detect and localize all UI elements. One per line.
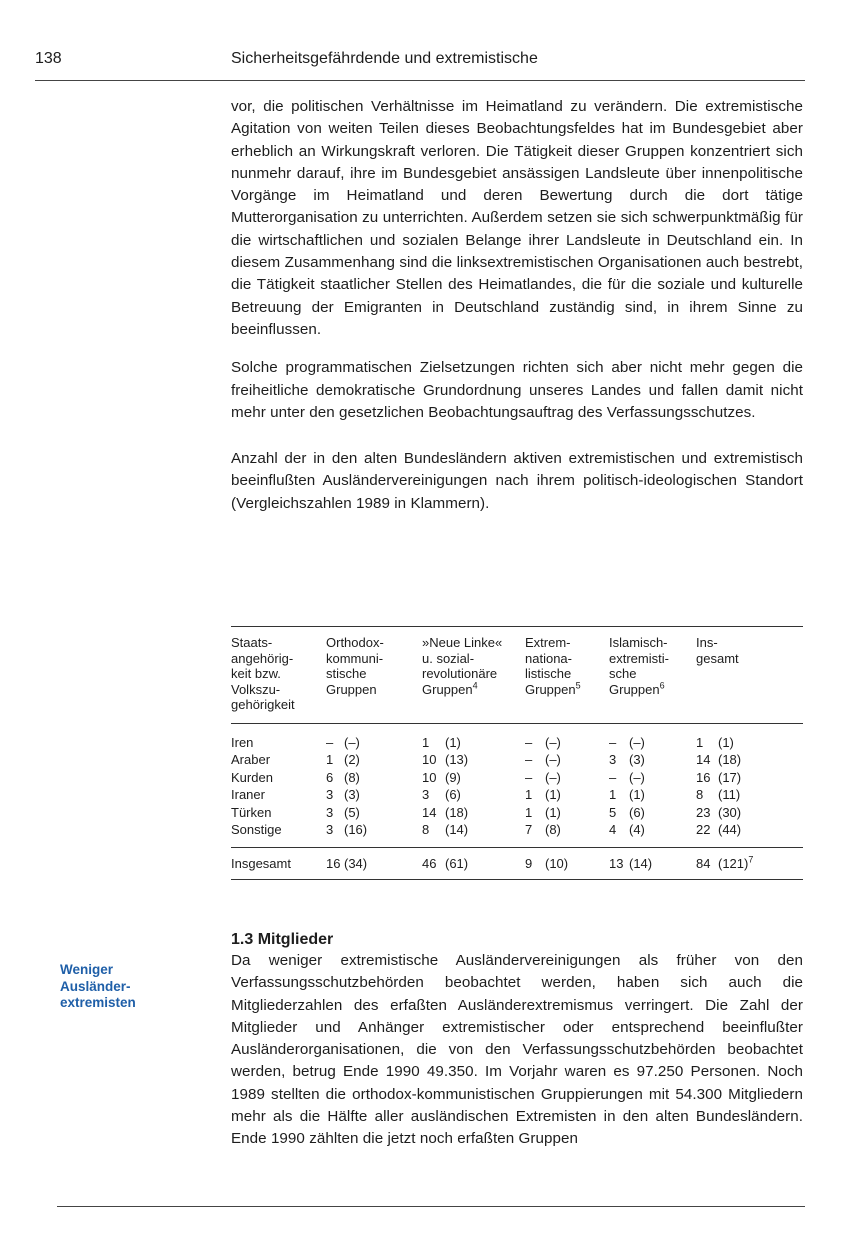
- section-title: 1.3 Mitglieder: [231, 931, 334, 948]
- section-paragraph: Da weniger extremistische Ausländervereinigungen als früher von den Verfassungsschutzbehörden beobachtet werden, haben sich auch die Mitgliederzahlen des erfaßten Ausländerextremismus verringert. Die Zahl der Mitglieder und Anhänger extremistischer oder entsprechend beeinflußter Ausländerorganisationen, die von den Verfassungsschutzbehörden beobachtet werden, betrug Ende 1990 49.350. Im Vorjahr waren es 97.250 Personen. Noch 1989 stellten die orthodox-kommunistischen Gruppierungen mit 54.300 Mitgliedern mehr als die Hälfte aller ausländischen Extremisten in den alten Bundesländern. Ende 1990 zählten die jetzt noch erfaßten Gruppen: [231, 952, 803, 1148]
- footer-divider: [57, 1206, 805, 1207]
- margin-note-line-3: extremisten: [60, 995, 136, 1010]
- table-cell-p4: (–): [629, 769, 645, 785]
- total-p5-value: (121): [718, 855, 749, 871]
- header-total: Ins- gesamt: [696, 635, 739, 666]
- table-cell-c2: 10: [422, 769, 437, 785]
- footnote-7: 7: [748, 854, 754, 865]
- table-cell-c1: –: [326, 734, 334, 750]
- table-cell-p4: (6): [629, 804, 645, 820]
- total-p4: (14): [629, 855, 653, 871]
- total-p5: [718, 855, 778, 873]
- total-p2: (61): [445, 855, 469, 871]
- header-divider: [35, 80, 805, 81]
- table-cell-p1: (–): [344, 734, 360, 750]
- table-cell-p2: (6): [445, 787, 461, 802]
- table-cell-p1: (5): [344, 804, 360, 820]
- table-cell-p4: (3): [629, 752, 645, 767]
- table-caption: Anzahl der in den alten Bundesländern aktiven extremistischen und extremistisch beeinflußten Ausländervereinigungen nach ihrem politisch-ideologischen Standort (Vergleichszahlen 1989 in Klammern).: [231, 450, 803, 512]
- header-new-left-text: »Neue Linke« u. sozial- revolutionäre Gruppen: [422, 635, 503, 697]
- table-cell-p4: (1): [629, 787, 645, 802]
- table-cell-p4: (4): [629, 822, 645, 837]
- table-cell-c5: 22: [696, 822, 711, 837]
- table-cell-label: Iraner: [231, 787, 265, 802]
- table-cell-p3: (1): [545, 787, 561, 802]
- table-cell-p2: (14): [445, 822, 469, 837]
- table-cell-c4: 1: [609, 787, 617, 802]
- table-cell-p3: (–): [545, 734, 561, 750]
- header-islamist-text: Islamisch- extremisti- sche Gruppen: [609, 635, 669, 697]
- paragraph-gap: [231, 424, 803, 448]
- table-total: [231, 855, 778, 873]
- total-p1: (34): [344, 855, 368, 871]
- table-cell-c4: 5: [609, 804, 617, 820]
- table-header: [231, 635, 791, 713]
- table-cell-c3: –: [525, 752, 533, 767]
- table-cell-p1: (8): [344, 769, 360, 785]
- header-extreme-nationalist: [525, 635, 609, 713]
- table-cell-p1: (3): [344, 787, 360, 802]
- running-title: Sicherheitsgefährdende und extremistische: [231, 50, 538, 67]
- table-cell-c4: –: [609, 734, 617, 750]
- table-cell-label: Sonstige: [231, 822, 282, 837]
- table-cell-c2: 14: [422, 804, 437, 820]
- table-cell-c2: 8: [422, 822, 430, 837]
- table-cell-p5: (11): [718, 787, 741, 802]
- section-members: [231, 930, 803, 1151]
- table-cell-p3: (–): [545, 769, 561, 785]
- table-cell-c3: –: [525, 769, 533, 785]
- total-c2: 46: [422, 855, 437, 871]
- table-cell-c3: 1: [525, 804, 533, 820]
- table-cell-c2: 1: [422, 734, 430, 750]
- table-cell-c5: 14: [696, 752, 711, 767]
- paragraph-gap: [231, 341, 803, 357]
- table-cell-c1: 3: [326, 787, 334, 802]
- table-cell-c5: 8: [696, 787, 704, 802]
- table-cell-c3: 7: [525, 822, 533, 837]
- table-cell-c2: 10: [422, 752, 437, 767]
- table-cell-p2: (13): [445, 752, 469, 767]
- table-row: [231, 804, 778, 822]
- table-cell-c4: 3: [609, 752, 617, 767]
- total-c4: 13: [609, 855, 624, 871]
- total-label: Insgesamt: [231, 855, 291, 871]
- table-cell-c5: 23: [696, 804, 711, 820]
- table-row: [231, 751, 778, 769]
- table-row: [231, 769, 778, 787]
- table-cell-p3: (–): [545, 752, 561, 767]
- table-cell-p3: (8): [545, 822, 561, 837]
- table-top-rule: [231, 626, 803, 627]
- total-c1: 16: [326, 855, 341, 871]
- table-bottom-rule: [231, 879, 803, 880]
- total-c5: 84: [696, 855, 711, 871]
- table-cell-p1: (2): [344, 752, 360, 767]
- main-text: [231, 96, 803, 515]
- table-cell-label: Iren: [231, 734, 254, 750]
- table-cell-c5: 1: [696, 734, 704, 750]
- table-cell-p2: (1): [445, 734, 461, 750]
- header-orthodox-communist: Orthodox- kommuni- stische Gruppen: [326, 635, 384, 697]
- footnote-5: 5: [575, 680, 581, 691]
- total-c3: 9: [525, 855, 533, 871]
- statistics-table: [231, 626, 803, 880]
- header-islamist: [609, 635, 696, 713]
- table-cell-p5: (17): [718, 769, 742, 785]
- table-cell-c3: 1: [525, 787, 533, 802]
- footnote-6: 6: [659, 680, 665, 691]
- table-cell-p1: (16): [344, 822, 368, 837]
- table-cell-c3: –: [525, 734, 533, 750]
- header-new-left: [422, 635, 525, 713]
- table-row: [231, 734, 778, 752]
- table-cell-p3: (1): [545, 804, 561, 820]
- table-cell-p2: (9): [445, 769, 461, 785]
- table-cell-c4: 4: [609, 822, 617, 837]
- table-header-rule: [231, 723, 803, 724]
- table-cell-c4: –: [609, 769, 617, 785]
- margin-note-line-1: Weniger: [60, 962, 114, 977]
- header-nationality: Staats- angehörig- keit bzw. Volkszu- gehörigkeit: [231, 635, 295, 712]
- table-row: [231, 786, 778, 804]
- page-number: 138: [35, 50, 62, 67]
- table-total-rule: [231, 847, 803, 848]
- table-cell-p5: (1): [718, 734, 734, 750]
- table-cell-p5: (18): [718, 752, 742, 767]
- header-extreme-nationalist-text: Extrem- nationa- listische Gruppen: [525, 635, 576, 697]
- table-cell-p2: (18): [445, 804, 469, 820]
- table-cell-p5: (30): [718, 804, 742, 820]
- table-cell-label: Araber: [231, 752, 271, 767]
- table-cell-c1: 3: [326, 822, 334, 837]
- page-header: [35, 50, 805, 76]
- table-row: [231, 821, 778, 839]
- total-row: [231, 855, 778, 873]
- table-cell-c5: 16: [696, 769, 711, 785]
- table-cell-p4: (–): [629, 734, 645, 750]
- table-body: [231, 734, 778, 839]
- table-cell-p5: (44): [718, 822, 742, 837]
- table-cell-label: Türken: [231, 804, 272, 820]
- table-cell-c1: 1: [326, 752, 334, 767]
- margin-note: [60, 962, 170, 1012]
- footnote-4: 4: [472, 680, 478, 691]
- paragraph-1: vor, die politischen Verhältnisse im Heimatland zu verändern. Die extremistische Agitation von weiten Teilen dieses Beobachtungsfeldes hat im Bundesgebiet aber erheblich an Wirkungskraft verloren. Die Tätigkeit dieser Gruppen konzentriert sich nunmehr darauf, ihre im Bundesgebiet ansässigen Landsleute über innenpolitische Vorgänge im Heimatland und deren Bewertung durch die dort tätige Mutterorganisation zu unterrichten. Außerdem setzen sie sich schwerpunktmäßig für die wirtschaftlichen und sozialen Belange ihrer Landsleute in Deutschland ein. In diesem Zusammenhang sind die linksextremistischen Organisationen auch bestrebt, die Tätigkeit staatlicher Stellen des Heimatlandes, die für die soziale und kulturelle Betreuung der Emigranten in Deutschland zuständig sind, in ihrem Sinne zu beeinflussen.: [231, 98, 803, 338]
- table-cell-c1: 3: [326, 804, 334, 820]
- table-cell-c2: 3: [422, 787, 430, 802]
- table-cell-c1: 6: [326, 769, 334, 785]
- margin-note-line-2: Ausländer-: [60, 978, 131, 994]
- table-cell-label: Kurden: [231, 769, 273, 785]
- paragraph-2: Solche programmatischen Zielsetzungen richten sich aber nicht mehr gegen die freiheitliche demokratische Grundordnung unseres Landes und fallen damit nicht mehr unter den gesetzlichen Beobachtungsauftrag des Verfassungsschutzes.: [231, 359, 803, 421]
- total-p3: (10): [545, 855, 569, 871]
